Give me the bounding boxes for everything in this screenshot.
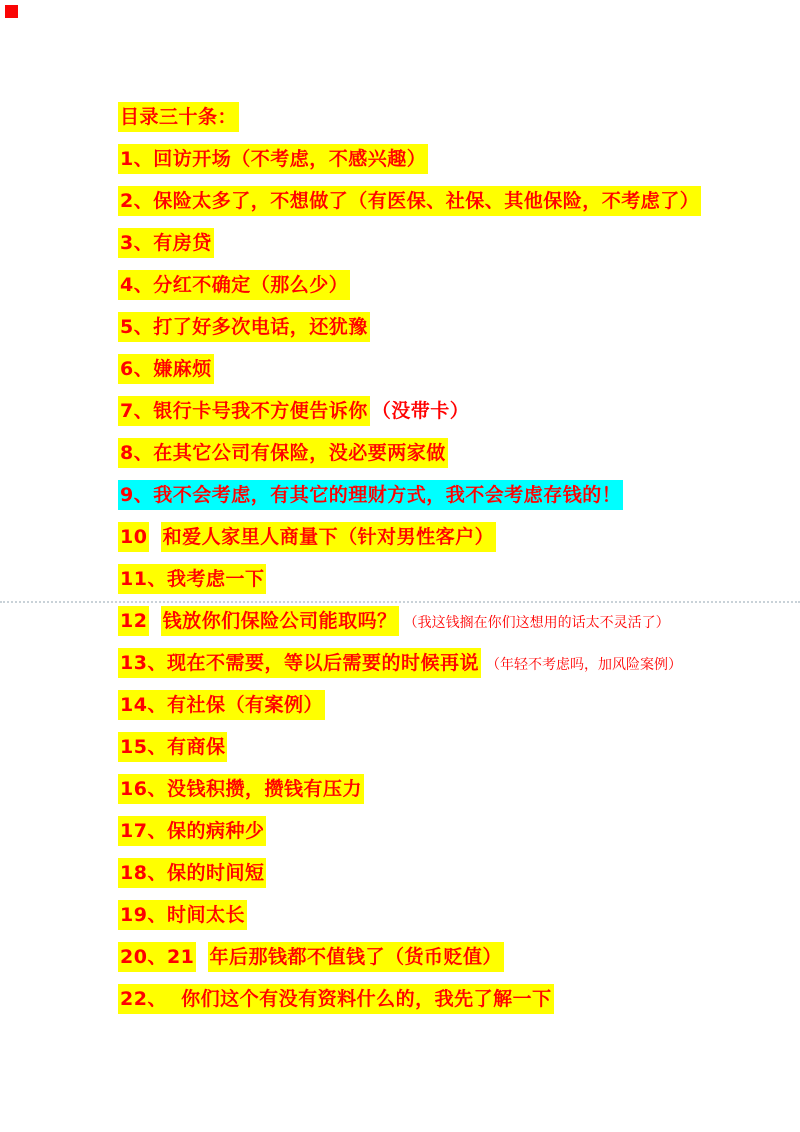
highlighted-text: 13、现在不需要，等以后需要的时候再说: [118, 648, 481, 678]
list-item: [118, 398, 760, 425]
list-item: [118, 902, 760, 929]
plain-text: [196, 942, 207, 972]
highlighted-text: 5、打了好多次电话，还犹豫: [118, 312, 370, 342]
list-item: [118, 608, 760, 635]
list-item: [118, 272, 760, 299]
plain-text: [149, 606, 160, 636]
highlighted-text: 年后那钱都不值钱了（货币贬值）: [208, 942, 505, 972]
list-item: [118, 482, 760, 509]
list-item: [118, 440, 760, 467]
highlighted-text: 6、嫌麻烦: [118, 354, 214, 384]
highlighted-text: 9、我不会考虑，有其它的理财方式，我不会考虑存钱的！: [118, 480, 623, 510]
highlighted-text: 18、保的时间短: [118, 858, 266, 888]
highlighted-text: 7、银行卡号我不方便告诉你: [118, 396, 370, 426]
list-item: [118, 230, 760, 257]
list-item: [118, 944, 760, 971]
list-item: [118, 566, 760, 593]
highlighted-text: 11、我考虑一下: [118, 564, 266, 594]
highlighted-text: 和爱人家里人商量下（针对男性客户）: [161, 522, 497, 552]
plain-text: （年轻不考虑吗，加风险案例）: [485, 657, 682, 673]
highlighted-text: 3、有房贷: [118, 228, 214, 258]
plain-text: （我这钱搁在你们这想用的话太不灵活了）: [403, 615, 670, 631]
highlighted-text: 19、时间太长: [118, 900, 247, 930]
list-item: [118, 146, 760, 173]
list-item: [118, 188, 760, 215]
highlighted-text: 17、保的病种少: [118, 816, 266, 846]
plain-text: （没带卡）: [371, 400, 470, 422]
list-item: [118, 356, 760, 383]
highlighted-text: 22、 你们这个有没有资料什么的，我先了解一下: [118, 984, 554, 1014]
highlighted-text: 1、回访开场（不考虑，不感兴趣）: [118, 144, 428, 174]
highlighted-text: 2、保险太多了，不想做了（有医保、社保、其他保险，不考虑了）: [118, 186, 701, 216]
document-content: [118, 104, 760, 1028]
list-item: [118, 650, 760, 677]
plain-text: [149, 522, 160, 552]
list-item: [118, 860, 760, 887]
list-item: [118, 692, 760, 719]
list-item: [118, 314, 760, 341]
highlighted-text: 20、21: [118, 942, 196, 972]
list-item: [118, 524, 760, 551]
list-item: [118, 776, 760, 803]
highlighted-text: 钱放你们保险公司能取吗？: [161, 606, 399, 636]
highlighted-text: 12: [118, 606, 149, 636]
page-marker-square: [5, 5, 18, 18]
list-item: [118, 734, 760, 761]
list-item: [118, 986, 760, 1013]
highlighted-text: 目录三十条：: [118, 102, 239, 132]
list-item: [118, 818, 760, 845]
highlighted-text: 8、在其它公司有保险，没必要两家做: [118, 438, 448, 468]
highlighted-text: 15、有商保: [118, 732, 227, 762]
highlighted-text: 10: [118, 522, 149, 552]
highlighted-text: 4、分红不确定（那么少）: [118, 270, 350, 300]
doc-title: [118, 104, 760, 131]
highlighted-text: 16、没钱积攒，攒钱有压力: [118, 774, 364, 804]
highlighted-text: 14、有社保（有案例）: [118, 690, 325, 720]
